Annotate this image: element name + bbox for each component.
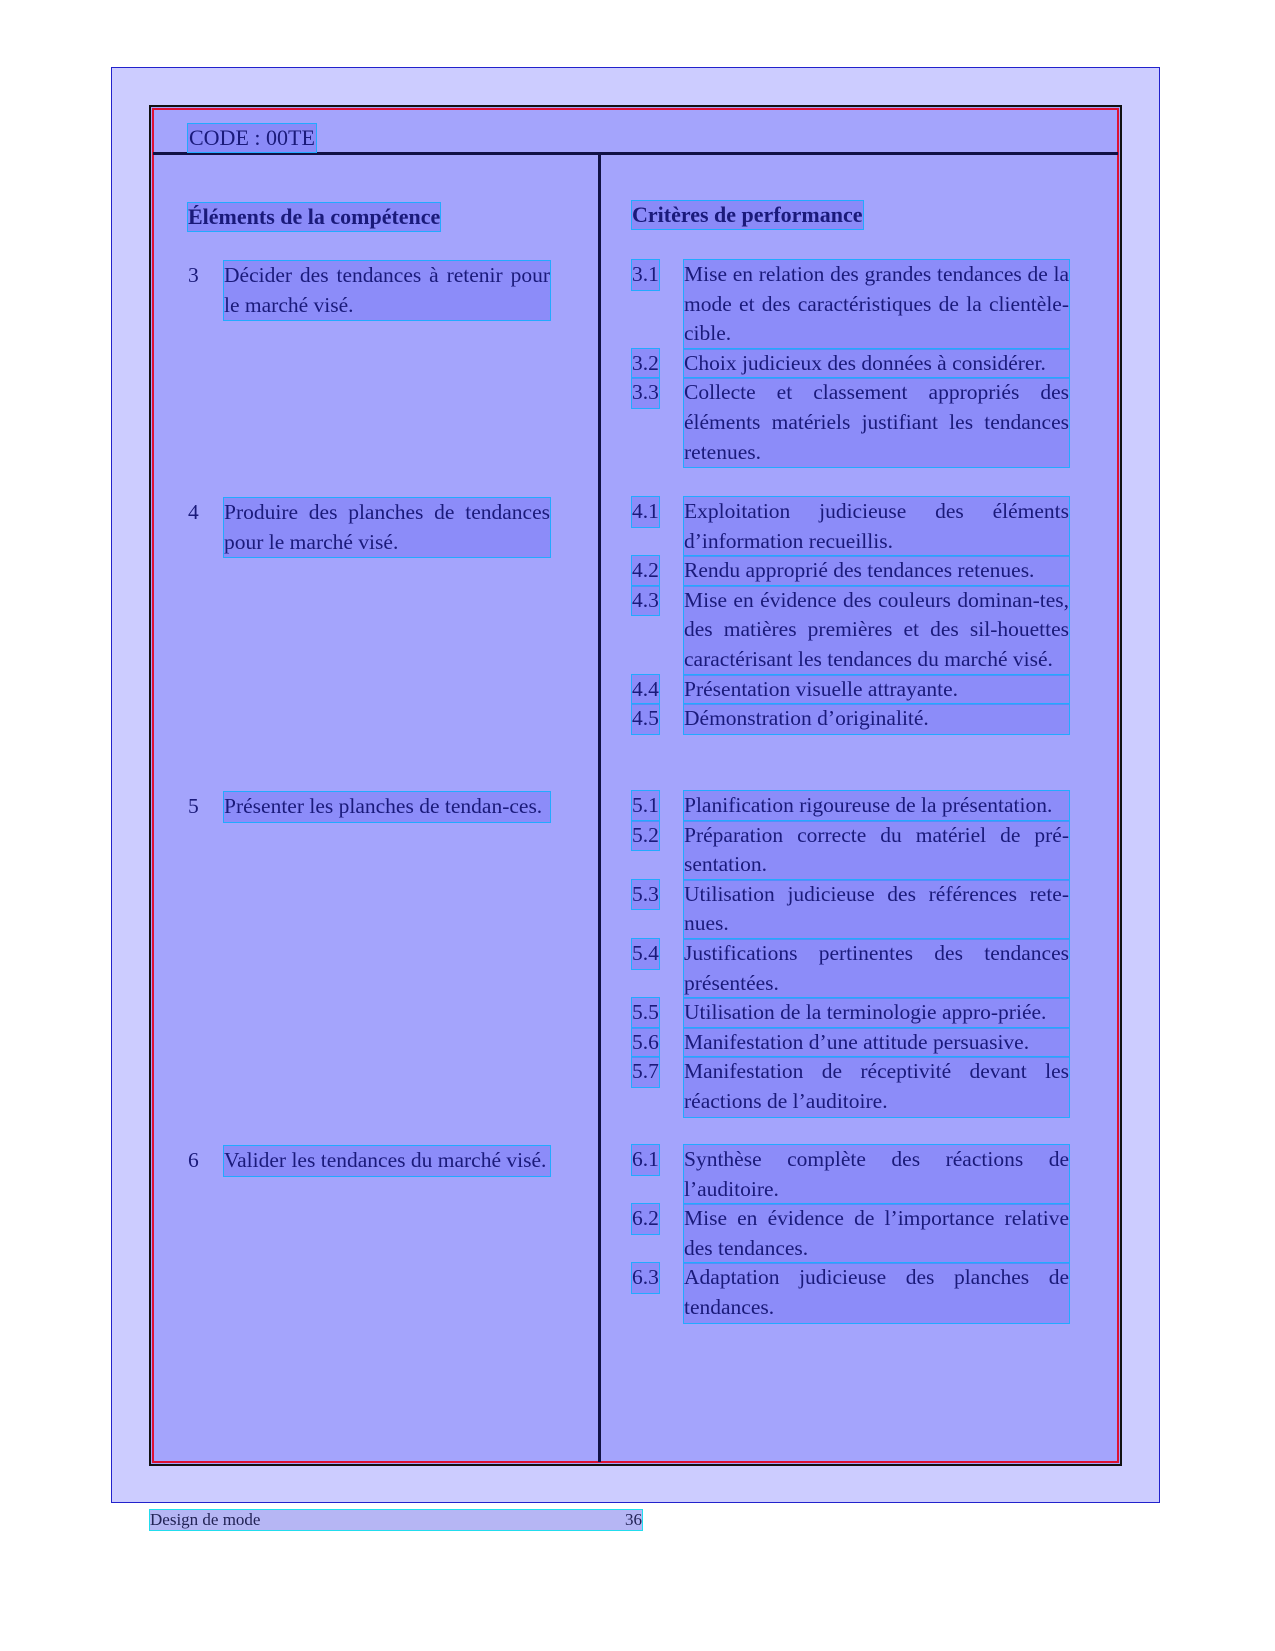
- criterion-text: Utilisation de la terminologie appro-priée.: [684, 998, 1069, 1028]
- criterion-number: 5.5: [632, 998, 659, 1028]
- element-text: Produire des planches de tendances pour le marché visé.: [224, 498, 550, 557]
- criterion-text: Préparation correcte du matériel de pré-sentation.: [684, 821, 1069, 880]
- criterion-number: 6.3: [632, 1263, 659, 1293]
- criterion-number: 3.3: [632, 378, 659, 408]
- page-footer: [150, 1510, 642, 1530]
- criterion-number: 5.3: [632, 880, 659, 910]
- criterion-item: [632, 586, 1069, 675]
- criterion-text: Manifestation de réceptivité devant les réactions de l’auditoire.: [684, 1057, 1069, 1116]
- criterion-item: [632, 939, 1069, 998]
- code-label: CODE : 00TE: [189, 125, 315, 150]
- element-text: Présenter les planches de tendan-ces.: [224, 792, 550, 822]
- criterion-number: 4.1: [632, 497, 659, 527]
- criterion-text: Choix judicieux des données à considérer.: [684, 349, 1069, 379]
- criterion-number: 4.4: [632, 675, 659, 705]
- element-number: 5: [188, 794, 199, 818]
- criterion-item: [632, 1263, 1069, 1322]
- element-number: 4: [188, 500, 199, 524]
- criteria-list: [632, 497, 1069, 734]
- criterion-item: [632, 1145, 1069, 1204]
- criterion-text: Démonstration d’originalité.: [684, 704, 1069, 734]
- criterion-text: Mise en évidence des couleurs dominan-tes, des matières premières et des sil-houettes caractérisant les tendances du marché visé.: [684, 586, 1069, 675]
- element-item: [188, 498, 550, 557]
- criterion-number: 5.2: [632, 821, 659, 851]
- criterion-text: Rendu approprié des tendances retenues.: [684, 556, 1069, 586]
- criterion-number: 6.2: [632, 1204, 659, 1234]
- criterion-item: [632, 791, 1069, 821]
- criteria-list: [632, 791, 1069, 1117]
- criterion-text: Planification rigoureuse de la présentation.: [684, 791, 1069, 821]
- criterion-item: [632, 497, 1069, 556]
- criterion-number: 4.3: [632, 586, 659, 616]
- criterion-item: [632, 880, 1069, 939]
- criterion-text: Justifications pertinentes des tendances présentées.: [684, 939, 1069, 998]
- element-number: 3: [188, 263, 199, 287]
- criterion-number: 4.2: [632, 556, 659, 586]
- criterion-text: Synthèse complète des réactions de l’auditoire.: [684, 1145, 1069, 1204]
- criterion-text: Mise en relation des grandes tendances de la mode et des caractéristiques de la clientèle-cible.: [684, 260, 1069, 349]
- criteria-header: Critères de performance: [632, 202, 863, 227]
- element-number: 6: [188, 1148, 199, 1172]
- criterion-item: [632, 556, 1069, 586]
- criterion-text: Exploitation judicieuse des éléments d’information recueillis.: [684, 497, 1069, 556]
- column-divider: [598, 154, 601, 1462]
- header-divider: [153, 152, 1118, 155]
- criterion-text: Collecte et classement appropriés des éléments matériels justifiant les tendances retenues.: [684, 378, 1069, 467]
- criterion-item: [632, 1028, 1069, 1058]
- criteria-list: [632, 1145, 1069, 1323]
- criterion-text: Adaptation judicieuse des planches de tendances.: [684, 1263, 1069, 1322]
- criterion-number: 3.2: [632, 349, 659, 379]
- criterion-number: 5.4: [632, 939, 659, 969]
- criterion-item: [632, 349, 1069, 379]
- criterion-text: Mise en évidence de l’importance relative des tendances.: [684, 1204, 1069, 1263]
- element-item: [188, 792, 550, 822]
- criterion-number: 5.1: [632, 791, 659, 821]
- criterion-item: [632, 821, 1069, 880]
- elements-header: Éléments de la compétence: [188, 204, 441, 229]
- criterion-number: 3.1: [632, 260, 659, 290]
- criterion-text: Utilisation judicieuse des références rete-nues.: [684, 880, 1069, 939]
- criterion-number: 6.1: [632, 1145, 659, 1175]
- criterion-item: [632, 260, 1069, 349]
- criterion-item: [632, 704, 1069, 734]
- page-number: 36: [625, 1510, 642, 1529]
- criterion-item: [632, 1204, 1069, 1263]
- element-text: Décider des tendances à retenir pour le marché visé.: [224, 261, 550, 320]
- element-item: [188, 1146, 550, 1176]
- criterion-number: 5.6: [632, 1028, 659, 1058]
- element-item: [188, 261, 550, 320]
- criteria-list: [632, 260, 1069, 467]
- criterion-item: [632, 675, 1069, 705]
- footer-title: Design de mode: [150, 1510, 261, 1529]
- criterion-text: Manifestation d’une attitude persuasive.: [684, 1028, 1069, 1058]
- element-text: Valider les tendances du marché visé.: [224, 1146, 550, 1176]
- criterion-item: [632, 998, 1069, 1028]
- criterion-item: [632, 1057, 1069, 1116]
- criterion-text: Présentation visuelle attrayante.: [684, 675, 1069, 705]
- criterion-item: [632, 378, 1069, 467]
- criterion-number: 5.7: [632, 1057, 659, 1087]
- criterion-number: 4.5: [632, 704, 659, 734]
